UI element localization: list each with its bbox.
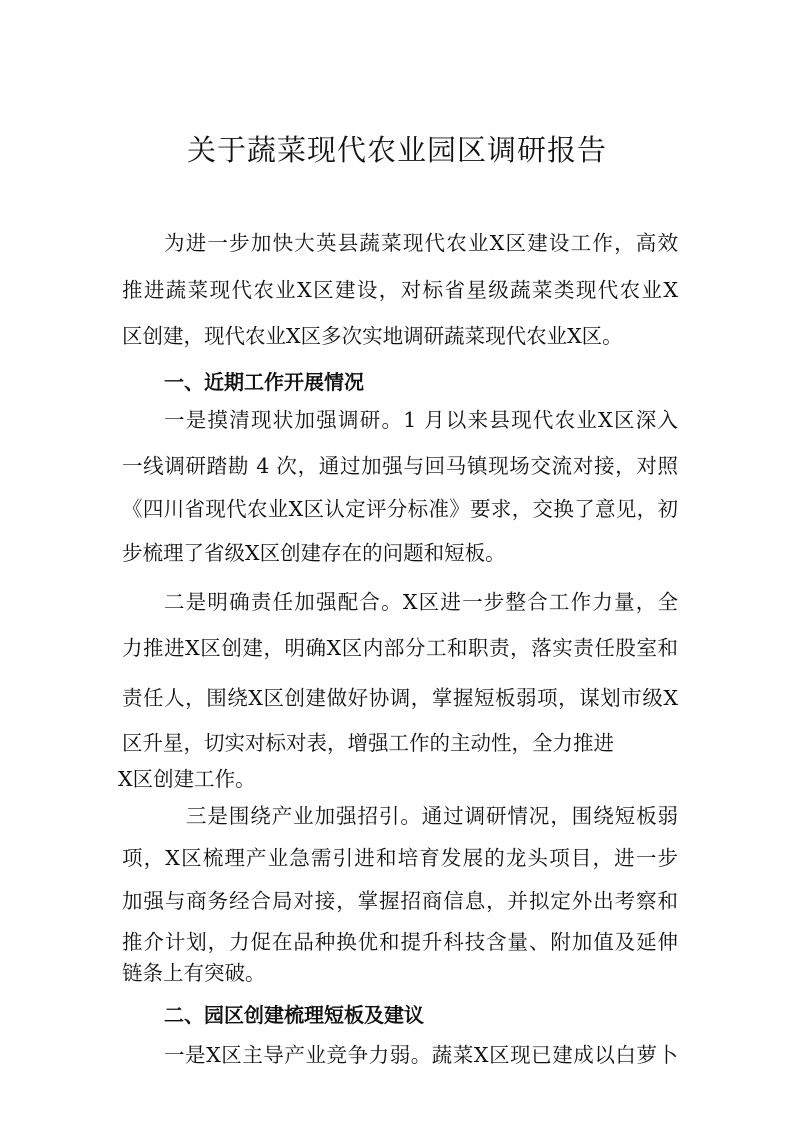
section-heading: 二、园区创建梳理短板及建议 (164, 1003, 424, 1027)
text-line: 力推进X区创建，明确X区内部分工和职责，落实责任股室和 (122, 636, 678, 660)
text-line: 项，X区梳理产业急需引进和培育发展的龙头项目，进一步 (122, 846, 678, 870)
text-line: 一是摸清现状加强调研。1 月以来县现代农业X区深入 (164, 408, 678, 432)
text-line: 责任人，围绕X区创建做好协调，掌握短板弱项，谋划市级X (122, 686, 678, 710)
text-line: 《四川省现代农业X区认定评分标准》要求，交换了意见，初 (122, 497, 678, 521)
text-line: 一是X区主导产业竞争力弱。蔬菜X区现已建成以白萝卜 (164, 1043, 678, 1067)
text-line: 推进蔬菜现代农业X区建设，对标省星级蔬菜类现代农业X (122, 278, 678, 302)
text-line: 为进一步加快大英县蔬菜现代农业X区建设工作，高效 (164, 231, 678, 255)
text-line: 链条上有突破。 (122, 961, 266, 985)
text-line: 一线调研踏勘 4 次，通过加强与回马镇现场交流对接，对照 (122, 454, 678, 478)
text-line: 区升星，切实对标对表，增强工作的主动性，全力推进 (122, 731, 614, 755)
text-line: 二是明确责任加强配合。X区进一步整合工作力量，全 (164, 590, 678, 614)
section-heading: 一、近期工作开展情况 (164, 370, 364, 394)
text-line: 加强与商务经合局对接，掌握招商信息，并拟定外出考察和 (122, 889, 678, 913)
text-line: 推介计划，力促在品种换优和提升科技含量、附加值及延伸 (122, 930, 678, 954)
text-line: 三是围绕产业加强招引。通过调研情况，围绕短板弱 (186, 804, 678, 828)
text-line: 步梳理了省级X区创建存在的问题和短板。 (122, 541, 506, 565)
text-line: X区创建工作。 (118, 767, 256, 791)
text-line: 区创建，现代农业X区多次实地调研蔬菜现代农业X区。 (122, 324, 623, 348)
document-title: 关于蔬菜现代农业园区调研报告 (186, 133, 607, 167)
